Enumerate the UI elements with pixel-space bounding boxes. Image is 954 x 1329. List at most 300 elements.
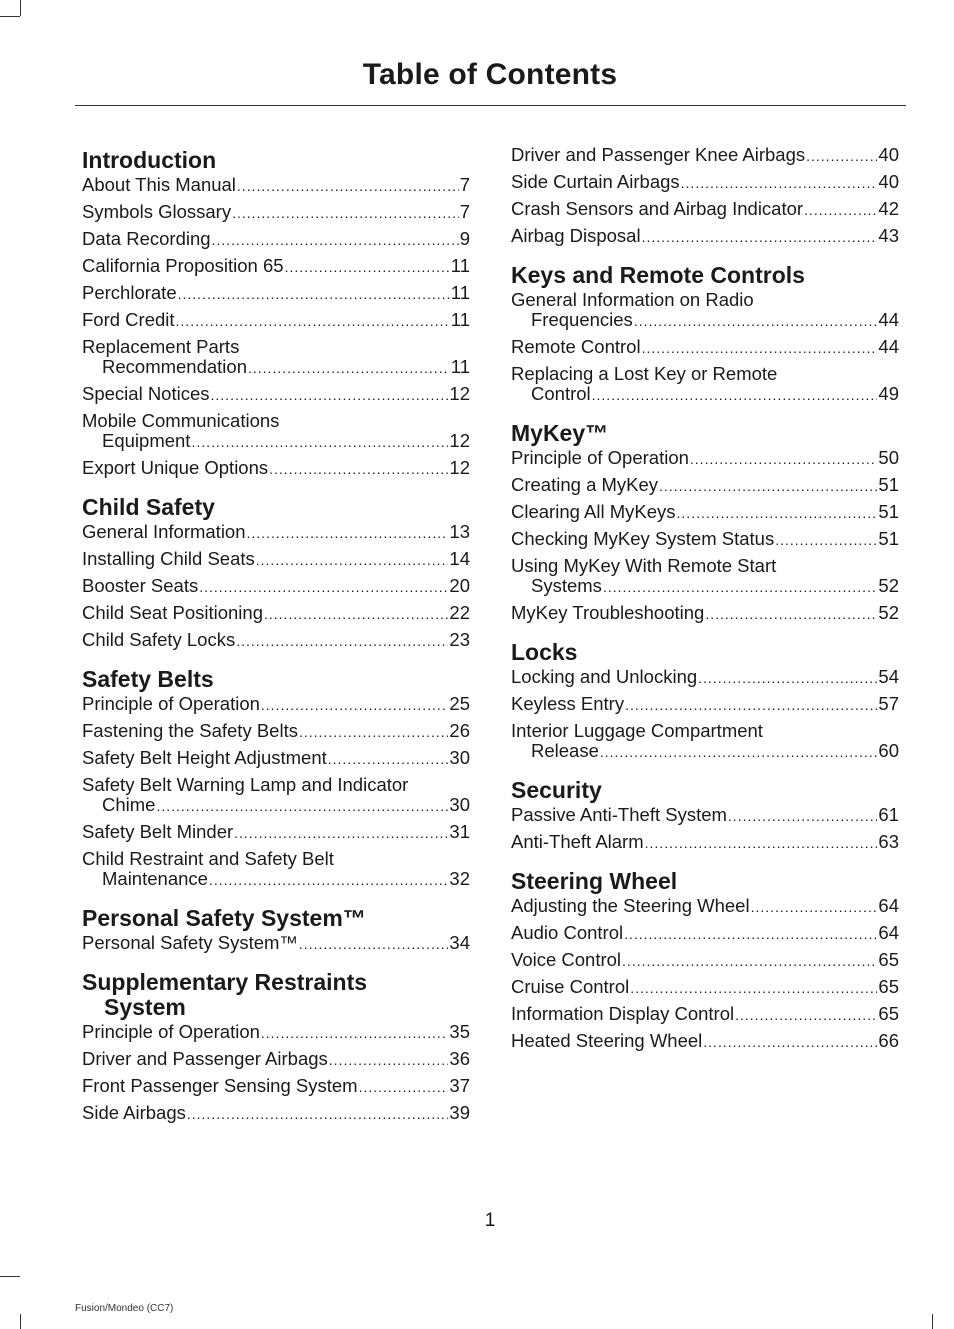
- toc-entry-page: 11: [450, 282, 470, 303]
- toc-entry-head: General Information on Radio: [511, 289, 754, 310]
- toc-entry-label: Crash Sensors and Airbag Indicator: [511, 198, 804, 219]
- toc-entry-page: 12: [449, 430, 470, 451]
- toc-entry-page: 40: [878, 144, 899, 165]
- toc-entry[interactable]: [511, 290, 899, 331]
- dot-leader: [187, 1104, 449, 1124]
- toc-entry[interactable]: [82, 229, 470, 250]
- dot-leader: [264, 604, 448, 624]
- crop-mark: [932, 1314, 933, 1329]
- dot-leader: [236, 631, 448, 651]
- toc-entry-page: 7: [459, 174, 470, 195]
- title-rule: [75, 105, 906, 106]
- dot-leader: [703, 1032, 877, 1052]
- toc-entry-row: [82, 603, 470, 624]
- dot-leader: [199, 577, 448, 597]
- toc-entry-label: Child Seat Positioning: [82, 602, 263, 623]
- toc-entry-page: 54: [878, 666, 899, 687]
- toc-entry-page: 12: [449, 383, 470, 404]
- toc-entry[interactable]: [82, 933, 470, 954]
- toc-entry-head: Mobile Communications: [82, 410, 280, 431]
- toc-entry-label: Passive Anti-Theft System: [511, 804, 727, 825]
- toc-entry-label: Checking MyKey System Status: [511, 528, 775, 549]
- toc-entry-page: 36: [449, 1048, 470, 1069]
- section-heading: [511, 869, 899, 894]
- toc-entry-page: 7: [459, 201, 470, 222]
- toc-entry-row: [82, 202, 470, 223]
- toc-entry-page: 51: [878, 474, 899, 495]
- toc-entry-row: [82, 869, 470, 890]
- toc-entry[interactable]: [82, 1103, 470, 1124]
- toc-entry-label: Safety Belt Height Adjustment: [82, 747, 327, 768]
- dot-leader: [645, 833, 878, 853]
- dot-leader: [261, 695, 449, 715]
- dot-leader: [285, 257, 450, 277]
- dot-leader: [642, 338, 878, 358]
- toc-entry-row: [511, 226, 899, 247]
- section-heading-text: Safety Belts: [82, 666, 214, 692]
- toc-entry-page: 37: [449, 1075, 470, 1096]
- toc-entry-page: 52: [878, 575, 899, 596]
- toc-entry-label: Adjusting the Steering Wheel: [511, 895, 750, 916]
- toc-entry-label: General Information: [82, 521, 246, 542]
- toc-entry-row: [82, 1022, 470, 1043]
- toc-entry-head: Using MyKey With Remote Start: [511, 555, 777, 576]
- toc-entry-row: [82, 175, 470, 196]
- toc-entry-label: Heated Steering Wheel: [511, 1030, 703, 1051]
- toc-entry-label: Side Airbags: [82, 1102, 186, 1123]
- toc-entry-row: [511, 832, 899, 853]
- toc-entry[interactable]: [511, 337, 899, 358]
- toc-entry[interactable]: [511, 556, 899, 597]
- toc-entry-row: [511, 950, 899, 971]
- toc-entry-row: [82, 283, 470, 304]
- toc-section: [82, 667, 470, 890]
- toc-entry-page: 65: [878, 1003, 899, 1024]
- toc-entry-head: Safety Belt Warning Lamp and Indicator: [82, 774, 409, 795]
- toc-entry[interactable]: [82, 310, 470, 331]
- toc-entry-label: Booster Seats: [82, 575, 199, 596]
- toc-entry[interactable]: [511, 226, 899, 247]
- toc-entry-row: [511, 172, 899, 193]
- toc-entry[interactable]: [82, 256, 470, 277]
- dot-leader: [624, 924, 877, 944]
- section-heading-text: Security: [511, 777, 602, 803]
- dot-leader: [209, 870, 448, 890]
- toc-entry-label: Clearing All MyKeys: [511, 501, 676, 522]
- footer-model: Fusion/Mondeo (CC7): [75, 1303, 174, 1314]
- toc-entry[interactable]: [82, 283, 470, 304]
- toc-entry-row: [511, 1004, 899, 1025]
- toc-entry-label: Ford Credit: [82, 309, 175, 330]
- toc-entry[interactable]: [511, 832, 899, 853]
- toc-entry-label: Locking and Unlocking: [511, 666, 698, 687]
- toc-entry-row: [511, 384, 899, 405]
- toc-entry-row: [82, 458, 470, 479]
- dot-leader: [775, 530, 877, 550]
- toc-entry-page: 35: [449, 1021, 470, 1042]
- section-heading: [82, 667, 470, 692]
- dot-leader: [156, 796, 448, 816]
- toc-entry-row: [511, 923, 899, 944]
- dot-leader: [625, 695, 877, 715]
- toc-entry[interactable]: [82, 1049, 470, 1070]
- toc-entry[interactable]: [82, 202, 470, 223]
- crop-mark: [20, 1314, 21, 1329]
- toc-entry-head: Replacement Parts: [82, 336, 240, 357]
- toc-entry-label: Fastening the Safety Belts: [82, 720, 298, 741]
- toc-entry-page: 42: [878, 198, 899, 219]
- section-heading-text: Locks: [511, 639, 578, 665]
- toc-entry-row: [82, 357, 470, 378]
- toc-entry-head: Interior Luggage Compartment: [511, 720, 763, 741]
- toc-entry-label: California Proposition 65: [82, 255, 284, 276]
- dot-leader: [191, 432, 448, 452]
- section-heading: [82, 970, 470, 1020]
- toc-entry-page: 32: [449, 868, 470, 889]
- toc-entry[interactable]: [511, 805, 899, 826]
- toc-entry-row: [511, 310, 899, 331]
- toc-entry[interactable]: [82, 603, 470, 624]
- toc-entry-page: 65: [878, 976, 899, 997]
- toc-entry-page: 51: [878, 501, 899, 522]
- section-heading-text: MyKey™: [511, 420, 609, 446]
- dot-leader: [603, 577, 877, 597]
- toc-entry-row: [511, 977, 899, 998]
- dot-leader: [299, 934, 449, 954]
- toc-entry-label: Audio Control: [511, 922, 624, 943]
- section-heading: [511, 640, 899, 665]
- toc-entry-page: 66: [878, 1030, 899, 1051]
- toc-entry-page: 31: [449, 821, 470, 842]
- toc-entry-page: 61: [878, 804, 899, 825]
- toc-entry-label: Creating a MyKey: [511, 474, 659, 495]
- dot-leader: [806, 146, 877, 166]
- toc-entry-row: [82, 1103, 470, 1124]
- toc-entry-page: 9: [459, 228, 470, 249]
- dot-leader: [234, 823, 448, 843]
- toc-entry-row: [82, 431, 470, 452]
- toc-entry[interactable]: [82, 1022, 470, 1043]
- toc-entry[interactable]: [511, 529, 899, 550]
- dot-leader: [681, 173, 878, 193]
- dot-leader: [261, 1023, 449, 1043]
- section-heading-text: Keys and Remote Controls: [511, 262, 805, 288]
- toc-entry[interactable]: [82, 1076, 470, 1097]
- toc-entry[interactable]: [82, 748, 470, 769]
- toc-entry-page: 23: [449, 629, 470, 650]
- dot-leader: [698, 668, 877, 688]
- dot-leader: [728, 806, 878, 826]
- toc-entry-page: 11: [450, 356, 470, 377]
- toc-entry-row: [511, 805, 899, 826]
- dot-leader: [247, 523, 449, 543]
- toc-entry[interactable]: [82, 694, 470, 715]
- toc-entry-row: [82, 384, 470, 405]
- toc-entry-row: [82, 576, 470, 597]
- toc-entry-head: Replacing a Lost Key or Remote: [511, 363, 778, 384]
- toc-entry-row: [511, 1031, 899, 1052]
- toc-entry-label: Side Curtain Airbags: [511, 171, 680, 192]
- section-heading: [511, 778, 899, 803]
- toc-entry-row: [511, 603, 899, 624]
- dot-leader: [592, 385, 878, 405]
- section-heading: [511, 421, 899, 446]
- crop-mark: [20, 0, 21, 16]
- toc-entry[interactable]: [511, 1004, 899, 1025]
- toc-entry[interactable]: [511, 721, 899, 762]
- toc-entry-page: 44: [878, 336, 899, 357]
- page-number: 1: [484, 1210, 496, 1231]
- toc-entry-row: [511, 741, 899, 762]
- toc-entry-page: 51: [878, 528, 899, 549]
- toc-entry-row: [82, 256, 470, 277]
- toc-entry-page: 64: [878, 895, 899, 916]
- toc-entry-label: Personal Safety System™: [82, 932, 298, 953]
- toc-entry-page: 30: [449, 794, 470, 815]
- toc-entry-label: Perchlorate: [82, 282, 177, 303]
- toc-entry-page: 39: [449, 1102, 470, 1123]
- toc-entry-label: Driver and Passenger Airbags: [82, 1048, 328, 1069]
- toc-section: [82, 148, 470, 479]
- toc-entry-label: Equipment: [102, 430, 191, 451]
- toc-entry-page: 25: [449, 693, 470, 714]
- dot-leader: [705, 604, 877, 624]
- toc-entry-row: [82, 630, 470, 651]
- toc-section: [82, 495, 470, 651]
- toc-entry[interactable]: [511, 1031, 899, 1052]
- toc-entry[interactable]: [82, 630, 470, 651]
- dot-leader: [630, 978, 877, 998]
- toc-entry-page: 14: [449, 548, 470, 569]
- toc-entry-row: [511, 448, 899, 469]
- toc-entry[interactable]: [82, 775, 470, 816]
- toc-section: [511, 640, 899, 762]
- toc-entry-label: Chime: [102, 794, 156, 815]
- toc-entry-label: Safety Belt Minder: [82, 821, 234, 842]
- toc-entry-label: MyKey Troubleshooting: [511, 602, 705, 623]
- toc-entry[interactable]: [511, 667, 899, 688]
- dot-leader: [634, 311, 878, 331]
- dot-leader: [690, 449, 878, 469]
- toc-entry[interactable]: [511, 364, 899, 405]
- toc-entry[interactable]: [511, 448, 899, 469]
- section-heading: [511, 263, 899, 288]
- dot-leader: [212, 230, 459, 250]
- toc-entry-row: [82, 822, 470, 843]
- toc-entry[interactable]: [511, 896, 899, 917]
- toc-entry-page: 13: [449, 521, 470, 542]
- toc-entry[interactable]: [82, 721, 470, 742]
- dot-leader: [642, 227, 878, 247]
- dot-leader: [735, 1005, 877, 1025]
- toc-entry-label: Remote Control: [511, 336, 641, 357]
- toc-entry-page: 40: [878, 171, 899, 192]
- toc-entry-page: 22: [449, 602, 470, 623]
- toc-right-column: [511, 145, 899, 1068]
- toc-section: [511, 145, 899, 247]
- toc-entry-row: [511, 667, 899, 688]
- section-heading: [82, 906, 470, 931]
- toc-entry[interactable]: [82, 458, 470, 479]
- toc-entry-label: Airbag Disposal: [511, 225, 641, 246]
- toc-entry-page: 26: [449, 720, 470, 741]
- toc-entry-row: [511, 145, 899, 166]
- toc-entry[interactable]: [82, 822, 470, 843]
- toc-entry[interactable]: [511, 694, 899, 715]
- dot-leader: [269, 459, 448, 479]
- toc-entry-row: [511, 502, 899, 523]
- toc-section: [511, 869, 899, 1052]
- toc-entry-label: Release: [531, 740, 599, 761]
- dot-leader: [176, 311, 450, 331]
- dot-leader: [211, 385, 449, 405]
- toc-entry[interactable]: [82, 849, 470, 890]
- toc-entry-page: 57: [878, 693, 899, 714]
- toc-entry-page: 11: [450, 255, 470, 276]
- toc-entry-page: 63: [878, 831, 899, 852]
- toc-entry[interactable]: [511, 603, 899, 624]
- toc-entry[interactable]: [82, 549, 470, 570]
- toc-entry[interactable]: [82, 175, 470, 196]
- dot-leader: [248, 358, 450, 378]
- toc-entry-row: [511, 576, 899, 597]
- toc-entry-row: [511, 337, 899, 358]
- toc-entry-label: Anti-Theft Alarm: [511, 831, 644, 852]
- dot-leader: [677, 503, 878, 523]
- dot-leader: [600, 742, 878, 762]
- toc-entry[interactable]: [82, 576, 470, 597]
- dot-leader: [329, 1050, 449, 1070]
- toc-entry-row: [82, 933, 470, 954]
- section-heading-text: Personal Safety System™: [82, 905, 366, 931]
- toc-entry-label: Systems: [531, 575, 602, 596]
- toc-entry-label: Driver and Passenger Knee Airbags: [511, 144, 806, 165]
- toc-entry-label: Data Recording: [82, 228, 211, 249]
- dot-leader: [804, 200, 877, 220]
- crop-mark: [0, 16, 20, 17]
- section-heading: [82, 148, 470, 173]
- dot-leader: [751, 897, 878, 917]
- toc-entry-page: 65: [878, 949, 899, 970]
- toc-entry-label: Voice Control: [511, 949, 622, 970]
- toc-entry[interactable]: [82, 384, 470, 405]
- section-heading-text: Introduction: [82, 147, 217, 173]
- dot-leader: [299, 722, 448, 742]
- toc-entry-row: [82, 1076, 470, 1097]
- toc-entry-page: 60: [878, 740, 899, 761]
- toc-section: [511, 263, 899, 405]
- toc-entry-page: 50: [878, 447, 899, 468]
- toc-entry-page: 20: [449, 575, 470, 596]
- section-heading-text: Steering Wheel: [511, 868, 678, 894]
- toc-entry-label: Control: [531, 383, 591, 404]
- toc-entry-label: Information Display Control: [511, 1003, 735, 1024]
- toc-entry-row: [82, 522, 470, 543]
- toc-entry-label: Front Passenger Sensing System: [82, 1075, 358, 1096]
- toc-entry-page: 44: [878, 309, 899, 330]
- toc-entry[interactable]: [511, 502, 899, 523]
- toc-entry-label: Frequencies: [531, 309, 633, 330]
- dot-leader: [232, 203, 459, 223]
- toc-entry[interactable]: [511, 475, 899, 496]
- dot-leader: [359, 1077, 449, 1097]
- toc-entry-label: Maintenance: [102, 868, 208, 889]
- toc-entry[interactable]: [511, 923, 899, 944]
- toc-left-column: [82, 140, 470, 1140]
- section-heading: [82, 495, 470, 520]
- toc-entry[interactable]: [82, 337, 470, 378]
- dot-leader: [328, 749, 449, 769]
- section-heading-text: Child Safety: [82, 494, 215, 520]
- toc-entry-row: [82, 229, 470, 250]
- toc-entry-page: 52: [878, 602, 899, 623]
- dot-leader: [622, 951, 877, 971]
- toc-entry-label: Special Notices: [82, 383, 210, 404]
- dot-leader: [659, 476, 877, 496]
- toc-entry-label: Cruise Control: [511, 976, 630, 997]
- toc-entry-row: [511, 896, 899, 917]
- toc-entry-row: [82, 1049, 470, 1070]
- toc-entry[interactable]: [511, 145, 899, 166]
- toc-entry[interactable]: [82, 522, 470, 543]
- toc-entry-label: Child Safety Locks: [82, 629, 236, 650]
- toc-entry-label: Recommendation: [102, 356, 247, 377]
- toc-entry-row: [82, 748, 470, 769]
- toc-entry-row: [82, 694, 470, 715]
- toc-entry-label: Symbols Glossary: [82, 201, 232, 222]
- toc-entry-head: Child Restraint and Safety Belt: [82, 848, 334, 869]
- section-heading-continuation: System: [104, 994, 186, 1020]
- toc-entry-page: 12: [449, 457, 470, 478]
- toc-entry-page: 11: [450, 309, 470, 330]
- toc-entry[interactable]: [82, 411, 470, 452]
- toc-entry-row: [511, 475, 899, 496]
- toc-entry[interactable]: [511, 950, 899, 971]
- toc-section: [82, 970, 470, 1124]
- toc-entry-row: [82, 310, 470, 331]
- toc-entry[interactable]: [511, 172, 899, 193]
- toc-entry-page: 43: [878, 225, 899, 246]
- toc-entry-page: 30: [449, 747, 470, 768]
- dot-leader: [256, 550, 449, 570]
- toc-entry-row: [82, 549, 470, 570]
- toc-entry-page: 64: [878, 922, 899, 943]
- toc-section: [511, 778, 899, 853]
- section-heading-text: Supplementary Restraints: [82, 969, 368, 995]
- toc-entry-label: About This Manual: [82, 174, 236, 195]
- toc-entry[interactable]: [511, 977, 899, 998]
- toc-entry-label: Keyless Entry: [511, 693, 625, 714]
- toc-entry-row: [511, 694, 899, 715]
- dot-leader: [237, 176, 459, 196]
- dot-leader: [178, 284, 450, 304]
- page-title: Table of Contents: [362, 58, 618, 91]
- toc-entry-page: 49: [878, 383, 899, 404]
- toc-entry-row: [82, 721, 470, 742]
- toc-entry-label: Principle of Operation: [511, 447, 689, 468]
- toc-section: [511, 421, 899, 624]
- crop-mark: [0, 1276, 20, 1277]
- toc-entry-row: [511, 529, 899, 550]
- toc-entry[interactable]: [511, 199, 899, 220]
- toc-entry-row: [82, 795, 470, 816]
- toc-entry-label: Principle of Operation: [82, 693, 260, 714]
- toc-entry-label: Installing Child Seats: [82, 548, 255, 569]
- toc-entry-label: Principle of Operation: [82, 1021, 260, 1042]
- toc-section: [82, 906, 470, 954]
- toc-entry-page: 34: [449, 932, 470, 953]
- toc-entry-row: [511, 199, 899, 220]
